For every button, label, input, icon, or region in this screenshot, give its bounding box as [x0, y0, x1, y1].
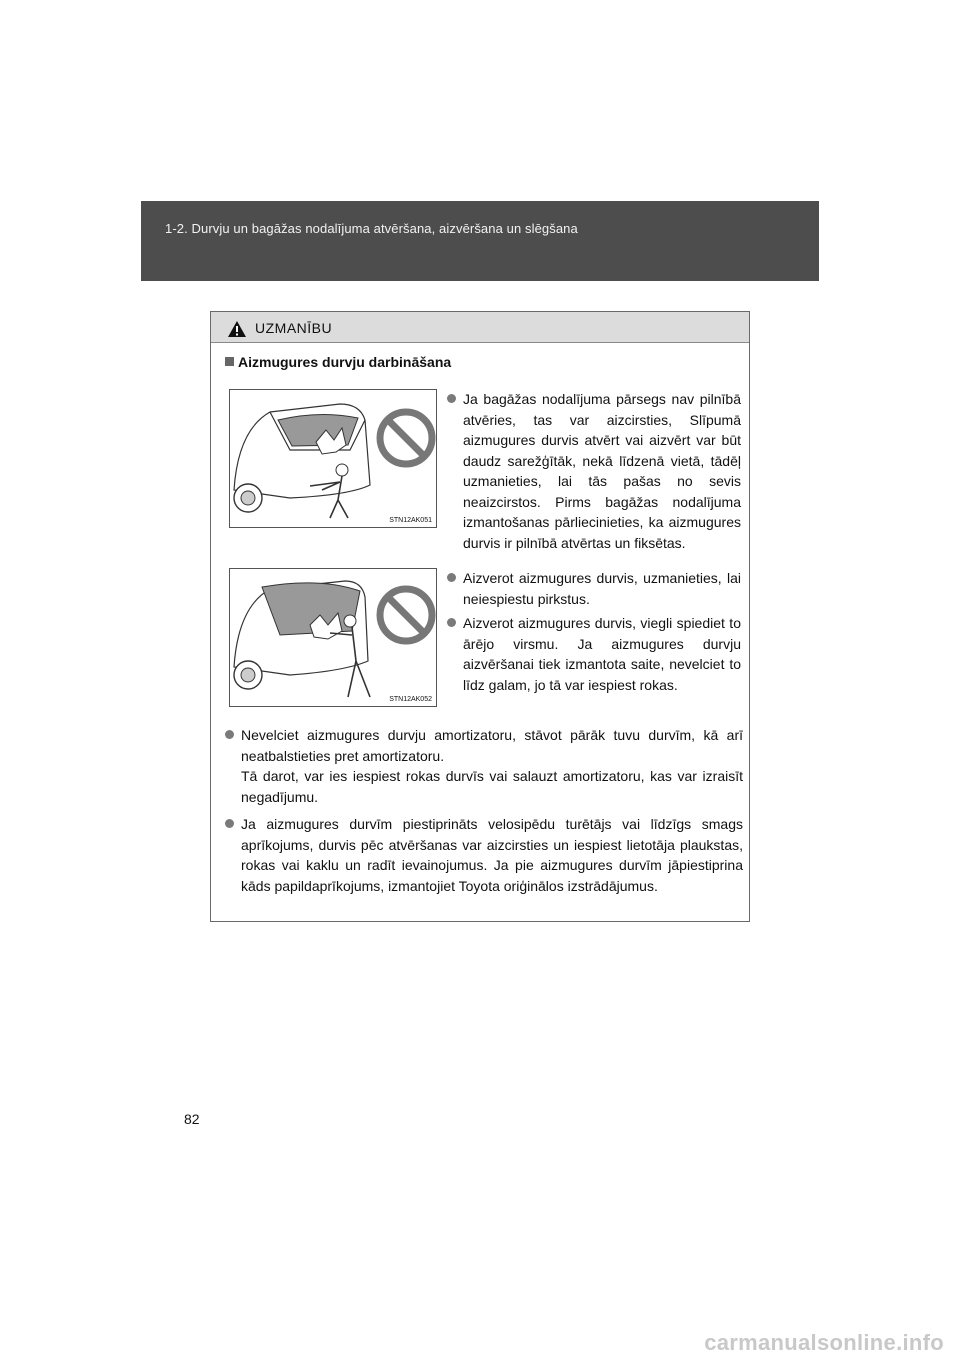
caution-title: UZMANĪBU — [255, 320, 333, 336]
list-item — [225, 814, 743, 896]
figure-code: STN12AK051 — [389, 517, 432, 524]
side-text-1 — [447, 389, 741, 557]
list-item — [447, 613, 741, 695]
car-hatch-illustration — [230, 569, 436, 706]
watermark: carmanualsonline.info — [704, 1330, 944, 1355]
round-bullet-icon — [225, 819, 234, 828]
round-bullet-icon — [225, 730, 234, 739]
caution-header — [211, 312, 749, 343]
bullet-text: Ja bagāžas nodalījuma pārsegs nav pilnībā atvēries, tas var aizcirsties, Slīpumā aizmugures durvis atvērt vai aizvērt var būt daudz sarežģītāk, nekā līdzenā vietā, tādēļ uzmanieties, lai tās pašas no sevis neaizcirstos. Pirms bagāžas nodalījuma izmantošanas pārliecinieties, ka aizmugures durvis ir pilnībā atvērtas un fiksētas. — [463, 391, 741, 551]
bottom-text — [225, 725, 743, 903]
bullet-text: Tā darot, var ies iespiest rokas durvīs vai salauzt amortizatoru, kas var izraisīt negadījumu. — [241, 768, 743, 805]
section-header-band — [141, 201, 819, 281]
round-bullet-icon — [447, 618, 456, 627]
car-hatch-illustration — [230, 390, 436, 527]
list-item — [225, 725, 743, 807]
bullet-text: Aizverot aizmugures durvis, viegli spiediet to ārējo virsmu. Ja aizmugures durvju aizvēršanai tiek izmantota saite, nevelciet to līdz galam, jo tā var iespiest rokas. — [463, 615, 741, 693]
section-heading — [225, 354, 451, 370]
list-item — [447, 568, 741, 609]
square-bullet-icon — [225, 357, 234, 366]
warning-triangle-icon — [227, 320, 247, 338]
section-heading-text: Aizmugures durvju darbināšana — [238, 354, 452, 370]
list-item — [447, 389, 741, 553]
caution-box — [210, 311, 750, 922]
bullet-text: Nevelciet aizmugures durvju amortizatoru, stāvot pārāk tuvu durvīm, kā arī neatbalstieties pret amortizatoru. — [241, 727, 743, 764]
illustration-finger-pinch — [229, 568, 437, 707]
side-text-2 — [447, 568, 741, 699]
section-title: 1-2. Durvju un bagāžas nodalījuma atvēršana, aizvēršana un slēgšana — [165, 221, 578, 236]
figure-code: STN12AK052 — [389, 696, 432, 703]
illustration-hatch-closing — [229, 389, 437, 528]
round-bullet-icon — [447, 394, 456, 403]
round-bullet-icon — [447, 573, 456, 582]
page-number: 82 — [184, 1111, 200, 1127]
bullet-text: Aizverot aizmugures durvis, uzmanieties, lai neiespiestu pirkstus. — [463, 570, 741, 607]
bullet-text: Ja aizmugures durvīm piestiprināts velosipēdu turētājs vai līdzīgs smags aprīkojums, durvis pēc atvēršanas var aizcirsties un iespiest lietotāja plaukstas, rokas vai kaklu un radīt ievainojumus. Ja pie aizmugures durvīm jāpiestiprina kāds papildaprīkojums, izmantojiet Toyota oriģinālos izstrādājumus. — [241, 816, 743, 894]
